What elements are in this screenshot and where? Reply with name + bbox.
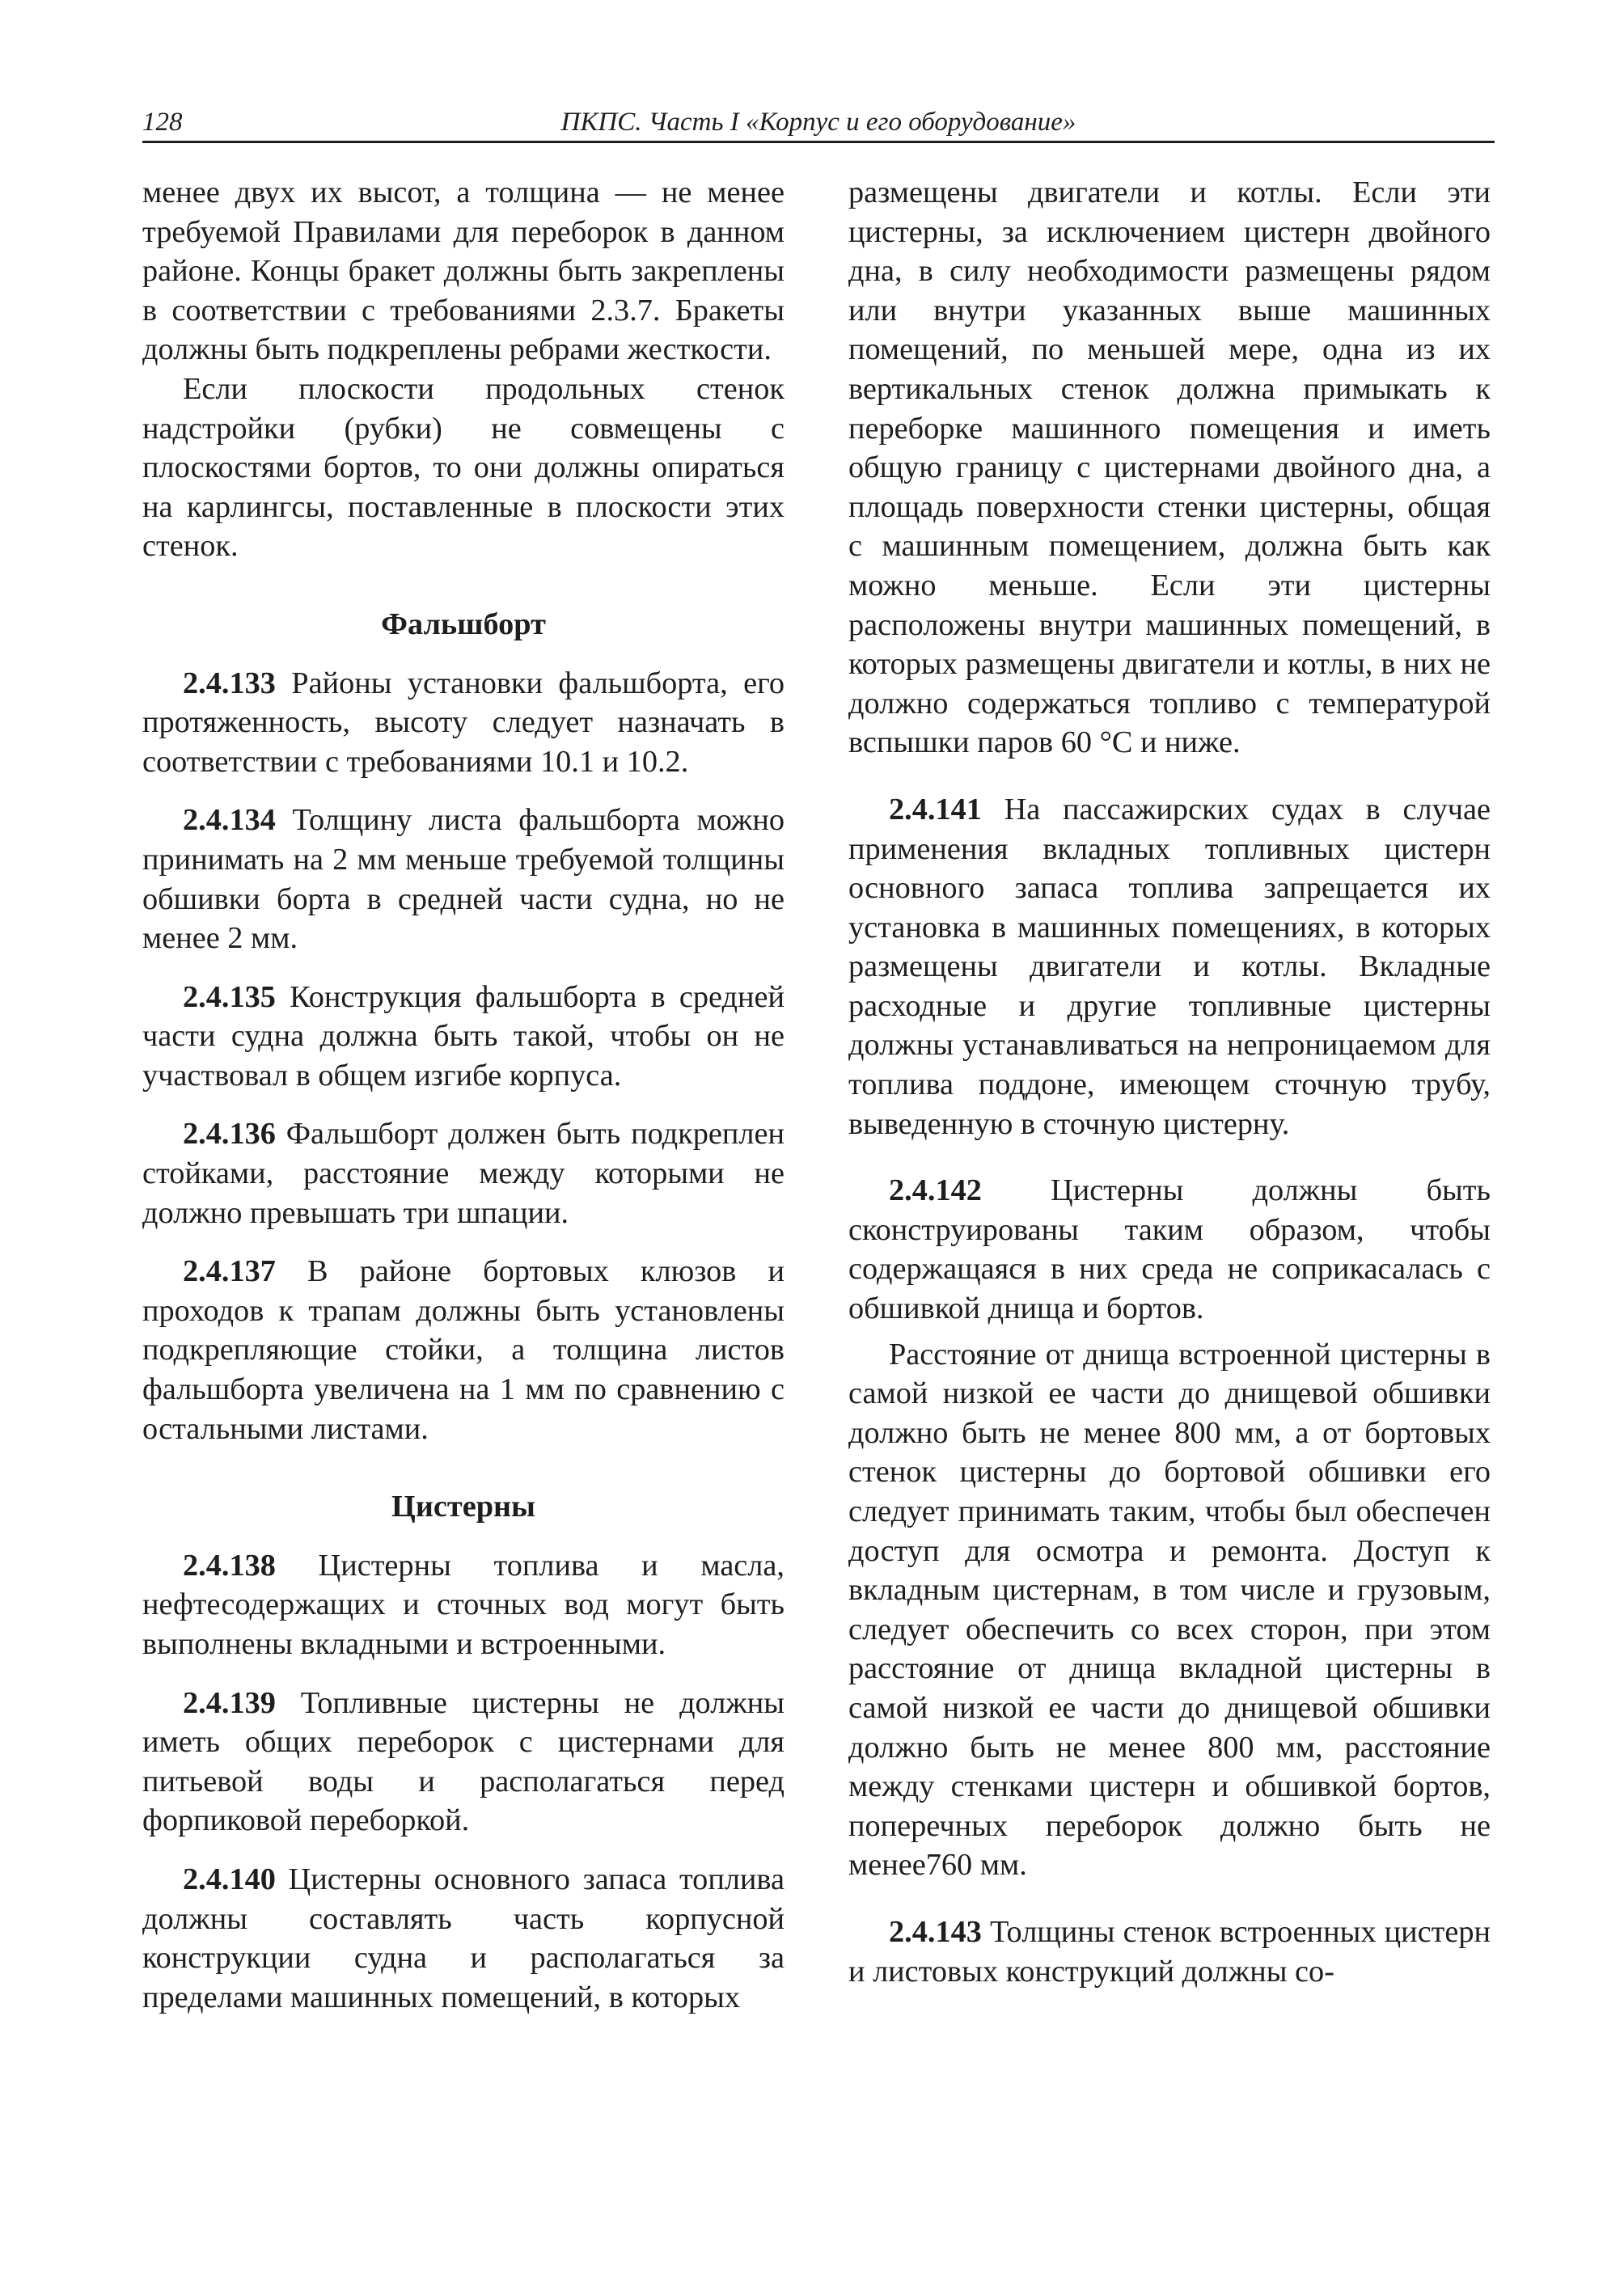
clause-2-4-143 — [848, 1913, 1491, 1991]
paragraph-tank-distances: Расстояние от днища встроенной цистерны в самой низкой ее части до днищевой обшивки должно быть не менее 800 мм, а от бортовых стенок цистерны до бортовой обшивки его следует принимать таким, чтобы был обеспечен доступ для осмотра и ремонта. Доступ к вкладным цистернам, в том числе и грузовым, следует обеспечить со всех сторон, при этом расстояние от днища вкладной цистерны в самой низкой ее части до днищевой обшивки должно быть не менее 800 мм, расстояние между стенками цистерн и обшивкой бортов, поперечных переборок должно быть не менее760 мм. — [848, 1337, 1491, 1883]
clause-text: Толщины стенок встроенных цистерн и листовых конструкций должны со- — [848, 1914, 1491, 1989]
clause-number: 2.4.136 — [183, 1117, 276, 1152]
clause-text: На пассажирских судах в случае применения вкладных топливных цистерн основного запаса топлива запрещается их установка в машинных помещениях, в которых размещены двигатели и котлы. Вкладные расходные и другие топливные цистерны должны устанавливаться на непроницаемом для топлива поддоне, имеющем сточную трубу, выведенную в сточную цистерну. — [848, 792, 1491, 1141]
running-header — [142, 104, 1495, 143]
clause-2-4-133 — [142, 664, 785, 782]
clause-2-4-137 — [142, 1252, 785, 1448]
clause-number: 2.4.140 — [183, 1862, 276, 1896]
section-heading-bulwark: Фальшборт — [381, 607, 546, 641]
paragraph-superstructure-walls: Если плоскости продольных стенок надстройки (рубки) не совмещены с плоскостями бортов, то они должны опираться на карлингсы, поставленные в плоскости этих стенок. — [142, 371, 785, 564]
clause-number: 2.4.138 — [183, 1548, 276, 1583]
clause-2-4-139 — [142, 1684, 785, 1841]
paragraph-brackets: менее двух их высот, а толщина — не менее требуемой Правилами для переборок в данном районе. Концы бракет должны быть закреплены в соответствии с требованиями 2.3.7. Бракеты должны быть подкреплены ребрами жесткости. — [142, 175, 785, 367]
clause-number: 2.4.142 — [889, 1173, 982, 1208]
clause-number: 2.4.134 — [183, 803, 276, 838]
left-column — [142, 173, 785, 2017]
clause-number: 2.4.135 — [183, 979, 276, 1014]
clause-text: Цистерны основного запаса топлива должны составлять часть корпусной конструкции судна и располагаться за пределами машинных помещений, в которых — [142, 1862, 785, 2014]
clause-2-4-135 — [142, 978, 785, 1096]
right-column — [848, 173, 1491, 1991]
clause-2-4-142 — [848, 1171, 1491, 1328]
clause-2-4-136 — [142, 1114, 785, 1232]
clause-number: 2.4.141 — [889, 792, 982, 826]
running-title: ПКПС. Часть I «Корпус и его оборудование» — [560, 108, 1076, 137]
clause-text: Цистерны топлива и масла, нефтесодержащих и сточных вод могут быть выполнены вкладными и встроенными. — [142, 1548, 785, 1661]
clause-2-4-141 — [848, 790, 1491, 1143]
clause-2-4-140 — [142, 1860, 785, 2017]
clause-number: 2.4.133 — [183, 666, 276, 700]
clause-text: Цистерны должны быть сконструированы таким образом, чтобы содержащаяся в них среда не соприкасалась с обшивкой днища и бортов. — [848, 1173, 1491, 1326]
clause-number: 2.4.143 — [889, 1914, 982, 1949]
clause-text: В районе бортовых клюзов и проходов к трапам должны быть установлены подкрепляющие стойки, а толщина листов фальшборта увеличена на 1 мм по сравнению с остальными листами. — [142, 1254, 785, 1446]
clause-number: 2.4.137 — [183, 1254, 276, 1289]
clause-text: Районы установки фальшборта, его протяженность, высоту следует назначать в соответствии с требованиями 10.1 и 10.2. — [142, 666, 785, 779]
clause-text: Конструкция фальшборта в средней части судна должна быть такой, чтобы он не участвовал в общем изгибе корпуса. — [142, 979, 785, 1093]
clause-2-4-140-continued: размещены двигатели и котлы. Если эти цистерны, за исключением цистерн двойного дна, в силу необходимости размещены рядом или внутри указанных выше машинных помещений, по меньшей мере, одна из их вертикальных стенок должна примыкать к переборке машинного помещения и иметь общую границу с цистернами двойного дна, а площадь поверхности стенки цистерны, общая с машинным помещением, должна быть как можно меньше. Если эти цистерны расположены внутри машинных помещений, в которых размещены двигатели и котлы, в них не должно содержаться топливо с температурой вспышки паров 60 °С и ниже. — [848, 175, 1491, 760]
clause-2-4-134 — [142, 801, 785, 957]
clause-text: Топливные цистерны не должны иметь общих переборок с цистернами для питьевой воды и располагаться перед форпиковой переборкой. — [142, 1685, 785, 1838]
clause-text: Фальшборт должен быть подкреплен стойками, расстояние между которыми не должно превышать три шпации. — [142, 1117, 785, 1230]
clause-number: 2.4.139 — [183, 1685, 276, 1720]
section-heading-tanks: Цистерны — [391, 1490, 535, 1524]
page-number: 128 — [142, 108, 183, 137]
clause-text: Толщину листа фальшборта можно принимать на 2 мм меньше требуемой толщины обшивки борта в средней части судна, но не менее 2 мм. — [142, 803, 785, 956]
clause-2-4-138 — [142, 1546, 785, 1664]
